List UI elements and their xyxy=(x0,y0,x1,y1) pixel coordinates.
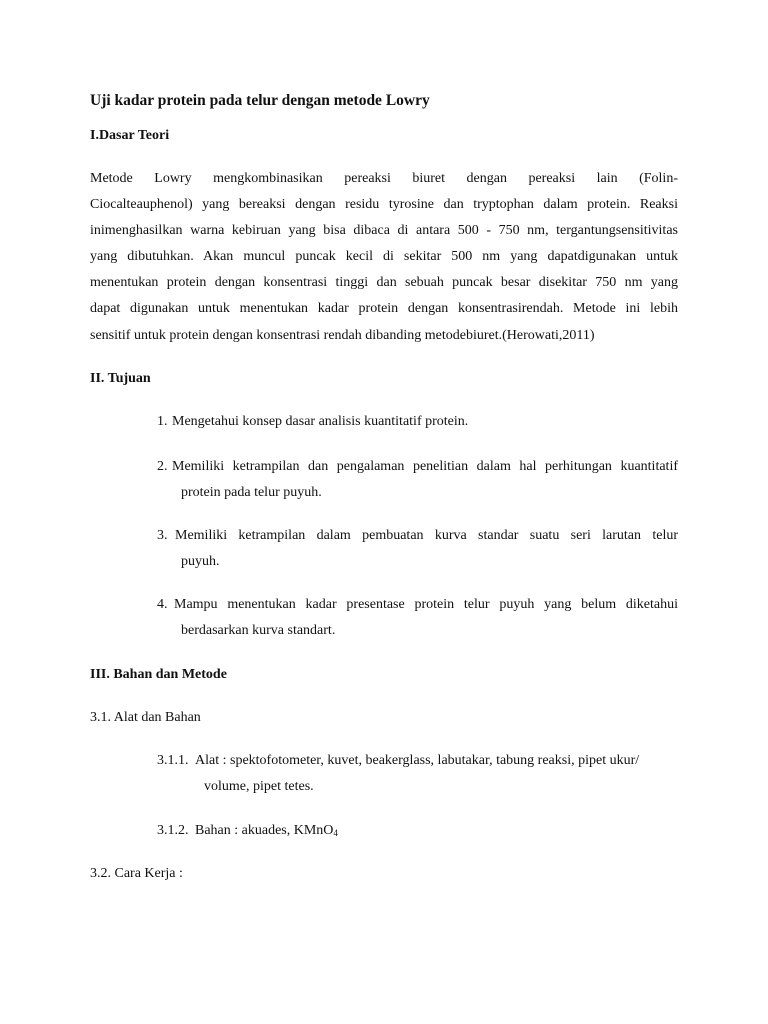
list-item-text-continued: berdasarkan kurva standart. xyxy=(181,623,336,638)
list-number: 1. xyxy=(157,414,168,429)
subsection-alat-dan-bahan: 3.1. Alat dan Bahan xyxy=(90,710,201,725)
paragraph-line: sensitif untuk protein dengan konsentrasi rendah dibanding metodebiuret.(Herowati,2011) xyxy=(90,328,595,343)
paragraph-line: dapat digunakan untuk menentukan kadar protein dengan konsentrasirendah. Metode ini lebih xyxy=(90,301,678,316)
paragraph-line: Ciocalteauphenol) yang bereaksi dengan residu tyrosine dan tryptophan dalam protein. Reaksi xyxy=(90,197,678,212)
list-number: 2. xyxy=(157,459,168,474)
list-item-text-continued: protein pada telur puyuh. xyxy=(181,485,322,500)
paragraph-line: Metode Lowry mengkombinasikan pereaksi biuret dengan pereaksi lain (Folin- xyxy=(90,171,678,186)
bahan-label: Bahan : akuades, KMnO xyxy=(195,823,334,838)
subsection-cara-kerja: 3.2. Cara Kerja : xyxy=(90,866,183,881)
list-number: 3. xyxy=(157,528,168,543)
paragraph-line: yang dibutuhkan. Akan muncul puncak kecil di sekitar 500 nm yang dapatdigunakan untuk xyxy=(90,249,678,264)
bahan-subscript: 4 xyxy=(333,828,338,838)
list-number: 3.1.1. xyxy=(157,753,189,768)
bahan-text xyxy=(195,822,338,840)
section-heading-bahan-dan-metode: III. Bahan dan Metode xyxy=(90,667,227,682)
list-item-text-continued: puyuh. xyxy=(181,554,220,569)
list-item-text: Mengetahui konsep dasar analisis kuantitatif protein. xyxy=(172,414,469,429)
list-number: 4. xyxy=(157,597,168,612)
list-item-text: Memiliki ketrampilan dan pengalaman penelitian dalam hal perhitungan kuantitatif xyxy=(172,459,678,474)
document-title: Uji kadar protein pada telur dengan metode Lowry xyxy=(90,92,430,109)
section-heading-dasar-teori: I.Dasar Teori xyxy=(90,128,170,143)
list-item-text: Memiliki ketrampilan dalam pembuatan kurva standar suatu seri larutan telur xyxy=(175,528,678,543)
paragraph-line: menentukan protein dengan konsentrasi tinggi dan sebuah puncak besar disekitar 750 nm yang xyxy=(90,275,678,290)
section-heading-tujuan: II. Tujuan xyxy=(90,371,151,386)
list-item-text: Mampu menentukan kadar presentase protein telur puyuh yang belum diketahui xyxy=(174,597,678,612)
paragraph-line: inimenghasilkan warna kebiruan yang bisa dibaca di antara 500 - 750 nm, tergantungsensitivitas xyxy=(90,223,678,238)
alat-text-continued: volume, pipet tetes. xyxy=(204,779,314,794)
alat-text: Alat : spektofotometer, kuvet, beakerglass, labutakar, tabung reaksi, pipet ukur/ xyxy=(195,753,640,768)
list-number: 3.1.2. xyxy=(157,823,189,838)
